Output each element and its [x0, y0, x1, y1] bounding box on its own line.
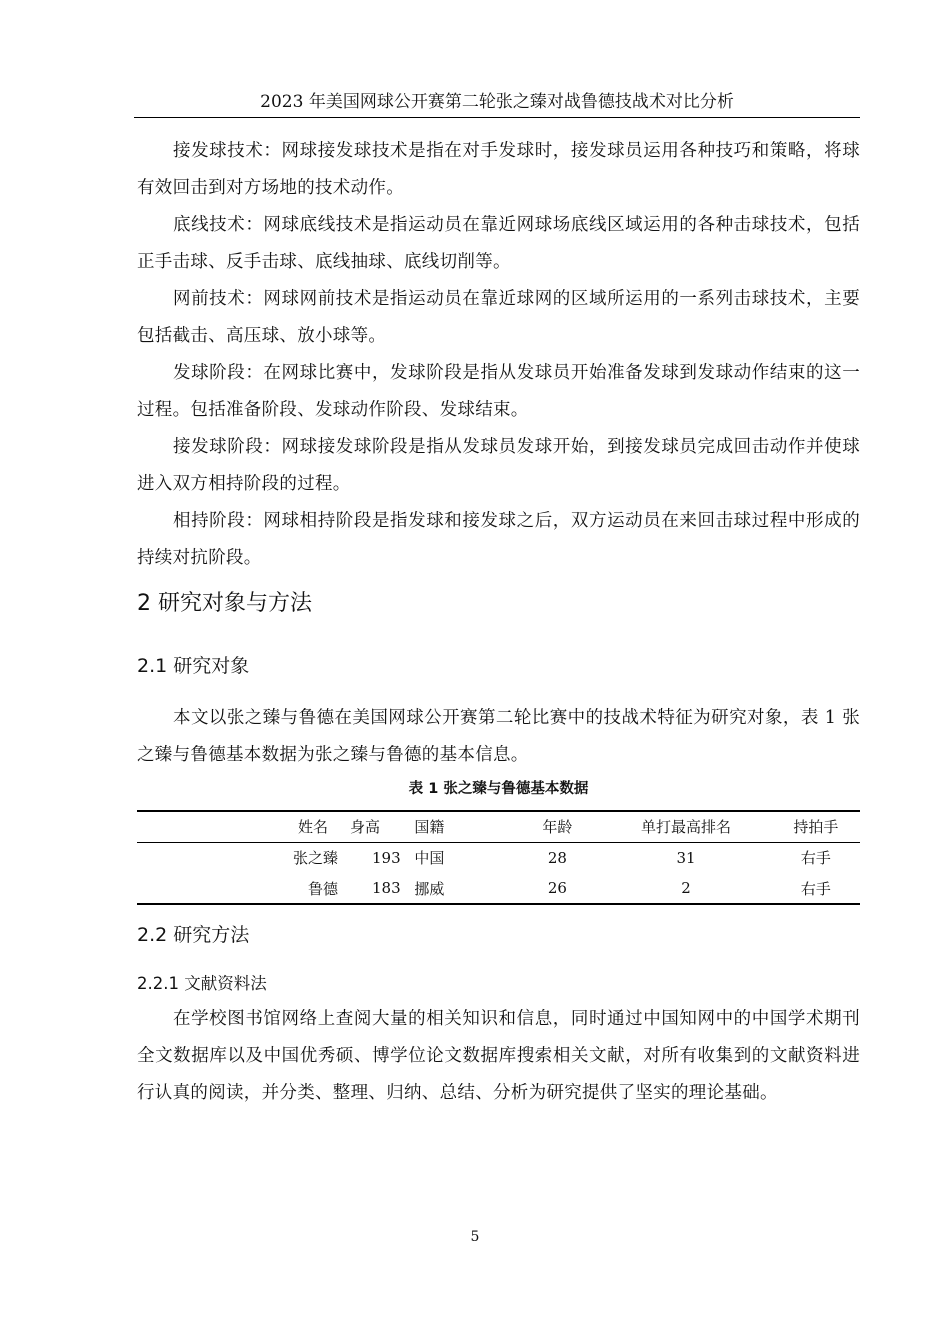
table-cell: 右手	[800, 849, 831, 868]
definition-serve-phase: 发球阶段：在网球比赛中，发球阶段是指从发球员开始准备发球到发球动作结束的这一过程。包括准备阶段、发球动作阶段、发球结束。	[137, 363, 860, 420]
definition-receive-technique: 接发球技术：网球接发球技术是指在对手发球时，接发球员运用各种技巧和策略，将球有效回击到对方场地的技术动作。	[137, 141, 860, 198]
table-cell: 193	[372, 848, 401, 867]
table-header-cell: 国籍	[484, 811, 514, 842]
table-row	[137, 842, 860, 873]
section-heading: 2 研究对象与方法	[137, 591, 312, 616]
research-object-block	[137, 700, 860, 774]
player-data-table	[137, 810, 860, 905]
header-rule	[134, 117, 860, 118]
definitions-block	[137, 133, 860, 577]
table-cell: 183	[372, 879, 401, 897]
definition-baseline-technique: 底线技术：网球底线技术是指运动员在靠近网球场底线区域运用的各种击球技术，包括正手击球、反手击球、底线抽球、底线切削等。	[137, 215, 860, 272]
table-header-cell: 单打最高排名	[600, 811, 771, 842]
table-header-cell: 身高	[342, 811, 484, 842]
table-cell: 挪威	[414, 879, 445, 898]
literature-method-block	[137, 1001, 860, 1112]
table-cell: 鲁德	[308, 879, 339, 898]
literature-method-paragraph: 在学校图书馆网络上查阅大量的相关知识和信息，同时通过中国知网中的中国学术期刊全文数据库以及中国优秀硕、博学位论文数据库搜索相关文献，对所有收集到的文献资料进行认真的阅读，并分类、整理、归纳、总结、分析为研究提供了坚实的理论基础。	[137, 1009, 860, 1103]
definition-receive-phase: 接发球阶段：网球接发球阶段是指从发球员发球开始，到接发球员完成回击动作并使球进入双方相持阶段的过程。	[137, 437, 860, 494]
table-cell: 26	[547, 879, 567, 897]
table-row	[137, 873, 860, 904]
table-header-cell: 年龄	[514, 811, 600, 842]
table-cell: 2	[681, 879, 691, 897]
subsubsection-heading-literature: 2.2.1 文献资料法	[137, 974, 267, 993]
table-cell: 张之臻	[293, 849, 339, 868]
table-caption: 表 1 张之臻与鲁德基本数据	[408, 781, 589, 797]
table-header-cell: 持拍手	[772, 811, 860, 842]
subsection-heading-research-method: 2.2 研究方法	[137, 924, 250, 946]
subsection-heading-research-object: 2.1 研究对象	[137, 655, 250, 677]
table-header-cell: 姓名	[137, 811, 342, 842]
table-cell: 中国	[414, 849, 445, 868]
definition-rally-phase: 相持阶段：网球相持阶段是指发球和接发球之后，双方运动员在来回击球过程中形成的持续对抗阶段。	[137, 511, 860, 568]
research-object-paragraph: 本文以张之臻与鲁德在美国网球公开赛第二轮比赛中的技战术特征为研究对象，表 1 张之臻与鲁德基本数据为张之臻与鲁德的基本信息。	[137, 708, 860, 765]
table-header-row	[137, 811, 860, 842]
table-cell: 28	[547, 848, 567, 867]
definition-net-technique: 网前技术：网球网前技术是指运动员在靠近球网的区域所运用的一系列击球技术，主要包括截击、高压球、放小球等。	[137, 289, 860, 346]
page-number: 5	[470, 1229, 480, 1245]
table-cell: 右手	[800, 879, 831, 898]
running-header: 2023 年美国网球公开赛第二轮张之臻对战鲁德技战术对比分析	[260, 92, 734, 112]
table-cell: 31	[676, 848, 696, 867]
